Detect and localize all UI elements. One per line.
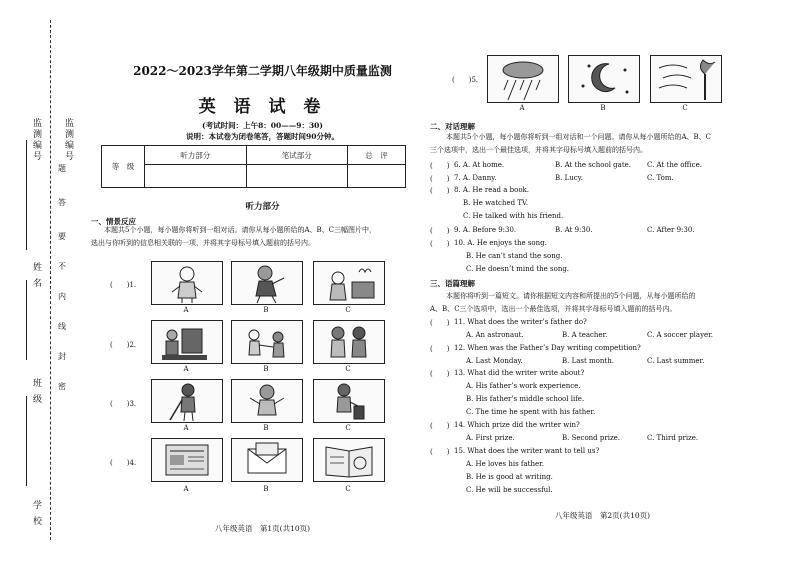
exam-number-label-left: 监测编号 [31, 118, 41, 162]
q6-option-b: B. At the school gate. [555, 161, 632, 169]
q6-bracket[interactable]: ( ) [430, 162, 450, 170]
q14-option-b: B. Second prize. [562, 434, 621, 442]
q10-option-b: B. He can’t stand the song. [466, 252, 563, 260]
q1-picture-c [313, 261, 385, 305]
page2-footer: 八年级英语 第2页(共10页) [554, 511, 651, 520]
q10-bracket[interactable]: ( ) [430, 240, 450, 248]
q14-bracket[interactable]: ( ) [430, 422, 450, 430]
q12-question: 12. When was the Father’s Day writing competition? [454, 344, 641, 352]
q14-option-a: A. First prize. [466, 434, 515, 442]
total-score-cell[interactable] [348, 165, 406, 188]
seal-char: 线 [58, 322, 66, 331]
q5-label-b: B [600, 104, 606, 112]
q2-label-a: A [183, 365, 189, 373]
question-3-bracket[interactable]: ( )3. [110, 400, 137, 408]
score-table [101, 145, 406, 188]
q1-picture-b [231, 261, 303, 305]
exam-number-label: 监测编号 [63, 118, 73, 162]
q12-bracket[interactable]: ( ) [430, 345, 450, 353]
part3-title: 三、语篇理解 [430, 279, 475, 288]
seal-char: 要 [58, 232, 66, 241]
listening-score-cell[interactable] [145, 165, 247, 188]
q9-option-a: 9. A. Before 9:30. [454, 226, 517, 234]
q11-option-b: B. A teacher. [562, 331, 608, 339]
q13-option-b: B. His father’s middle school life. [466, 395, 585, 403]
q8-bracket[interactable]: ( ) [430, 187, 450, 195]
q15-question: 15. What does the writer want to tell us? [454, 447, 600, 455]
q4-label-c: C [345, 485, 351, 493]
q10-option-c: C. He doesn’t mind the song. [466, 265, 570, 273]
written-header: 笔试部分 [246, 146, 348, 165]
q4-picture-c [313, 438, 385, 482]
exam-number-underline [26, 140, 27, 250]
seal-char: 不 [58, 262, 66, 271]
q11-option-c: C. A soccer player. [647, 331, 713, 339]
q11-question: 11. What does the writer’s father do? [454, 318, 587, 326]
grade-header: 等 级 [102, 146, 145, 188]
q2-picture-c [313, 320, 385, 364]
part2-title: 二、对话理解 [430, 122, 475, 131]
question-1-bracket[interactable]: ( )1. [110, 281, 137, 289]
written-score-cell[interactable] [246, 165, 348, 188]
exam-note: 说明：本试卷为闭卷笔答，答题时间90分钟。 [186, 132, 339, 141]
q12-option-c: C. Last summer. [647, 357, 705, 365]
q6-option-c: C. At the office. [647, 161, 702, 169]
part3-instruction-2: A、B、C三个选项中，选出一个最佳选项，并将其字母标号填入题前的括号内。 [430, 305, 677, 313]
q15-option-c: C. He will be successful. [466, 486, 553, 494]
q8-option-c: C. He talked with his friend. [463, 212, 564, 220]
q2-picture-b [231, 320, 303, 364]
part2-instruction-1: 本题共5个小题，每小题你将听到一组对话和一个问题。请你从每小题所给的A、B、C [446, 133, 712, 141]
question-4-bracket[interactable]: ( )4. [110, 459, 137, 467]
q1-label-c: C [345, 306, 351, 314]
q3-label-a: A [183, 424, 189, 432]
q5-picture-b [568, 55, 640, 103]
q14-question: 14. Which prize did the writer win? [454, 421, 580, 429]
seal-char: 封 [58, 352, 66, 361]
question-2-bracket[interactable]: ( )2. [110, 341, 137, 349]
q4-picture-a [151, 438, 223, 482]
q8-option-a: 8. A. He read a book. [454, 186, 530, 194]
q1-label-b: B [263, 306, 269, 314]
q9-option-b: B. At 9:30. [555, 226, 593, 234]
q9-bracket[interactable]: ( ) [430, 227, 450, 235]
q7-option-c: C. Tom. [647, 174, 674, 182]
q15-option-b: B. He is good at writing. [466, 473, 553, 481]
q4-label-a: A [183, 485, 189, 493]
name-label: 姓 名 [31, 262, 41, 289]
part1-instruction-1: 本题共5个小题，每小题你将听到一组对话。请你从每小题所给的A、B、C三幅图片中， [104, 226, 377, 234]
seal-char: 答 [58, 198, 66, 207]
q2-picture-a [151, 320, 223, 364]
q5-label-a: A [519, 104, 525, 112]
q7-bracket[interactable]: ( ) [430, 175, 450, 183]
q15-option-a: A. He loves his father. [466, 460, 544, 468]
q9-option-c: C. After 9:30. [647, 226, 695, 234]
school-label: 学 校 [31, 500, 41, 527]
exam-time: (考试时间：上午8：00——9：30) [202, 121, 323, 130]
q4-picture-b [231, 438, 303, 482]
class-underline [26, 396, 27, 486]
q3-picture-b [231, 379, 303, 423]
listening-header: 听力部分 [145, 146, 247, 165]
part1-instruction-2: 选出与你听到的信息相关联的一项，并将其字母标号填入题前的括号内。 [91, 239, 315, 247]
q1-label-a: A [183, 306, 189, 314]
listening-section-title: 听力部分 [245, 202, 280, 212]
part2-instruction-2: 三个选项中，选出一个最佳选项，并将其字母标号填入题前的括号内。 [430, 146, 647, 154]
q3-picture-c [313, 379, 385, 423]
name-underline [26, 280, 27, 360]
q3-picture-a [151, 379, 223, 423]
q1-picture-a [151, 261, 223, 305]
part1-title: 一、情景反应 [91, 217, 136, 226]
seal-char: 题 [58, 164, 66, 173]
seal-line [50, 20, 51, 540]
part3-instruction-1: 本题你将听到一篇短文。请你根据短文内容和所提出的5个问题，从每小题所给的 [446, 292, 696, 300]
binding-strip [0, 0, 80, 561]
q13-option-c: C. The time he spent with his father. [466, 408, 596, 416]
class-label: 班 级 [31, 378, 41, 405]
q11-option-a: A. An astronaut. [466, 331, 524, 339]
exam-subtitle: 英 语 试 卷 [198, 97, 327, 117]
q2-label-c: C [345, 365, 351, 373]
seal-char: 内 [58, 292, 66, 301]
q12-option-a: A. Last Monday. [466, 357, 523, 365]
q3-label-b: B [263, 424, 269, 432]
q5-label-c: C [682, 104, 688, 112]
q13-bracket[interactable]: ( ) [430, 370, 450, 378]
seal-char: 密 [58, 382, 66, 391]
q7-option-a: 7. A. Danny. [454, 174, 497, 182]
q3-label-c: C [345, 424, 351, 432]
exam-title: 2022～2023学年第二学期八年级期中质量监测 [133, 64, 392, 78]
q15-bracket[interactable]: ( ) [430, 448, 450, 456]
q12-option-b: B. Last month. [562, 357, 614, 365]
q5-picture-c [650, 55, 722, 103]
q10-option-a: 10. A. He enjoys the song. [454, 239, 547, 247]
q7-option-b: B. Lucy. [555, 174, 583, 182]
q13-option-a: A. His father’s work experience. [466, 382, 581, 390]
q8-option-b: B. He watched TV. [463, 199, 529, 207]
q5-picture-a [487, 55, 559, 103]
total-header: 总 评 [348, 146, 406, 165]
q13-question: 13. What did the writer write about? [454, 369, 585, 377]
question-5-bracket[interactable]: ( )5. [452, 76, 479, 84]
q14-option-c: C. Third prize. [647, 434, 699, 442]
q11-bracket[interactable]: ( ) [430, 319, 450, 327]
q4-label-b: B [263, 485, 269, 493]
q6-option-a: 6. A. At home. [454, 161, 505, 169]
page1-footer: 八年级英语 第1页(共10页) [214, 524, 311, 533]
q2-label-b: B [263, 365, 269, 373]
